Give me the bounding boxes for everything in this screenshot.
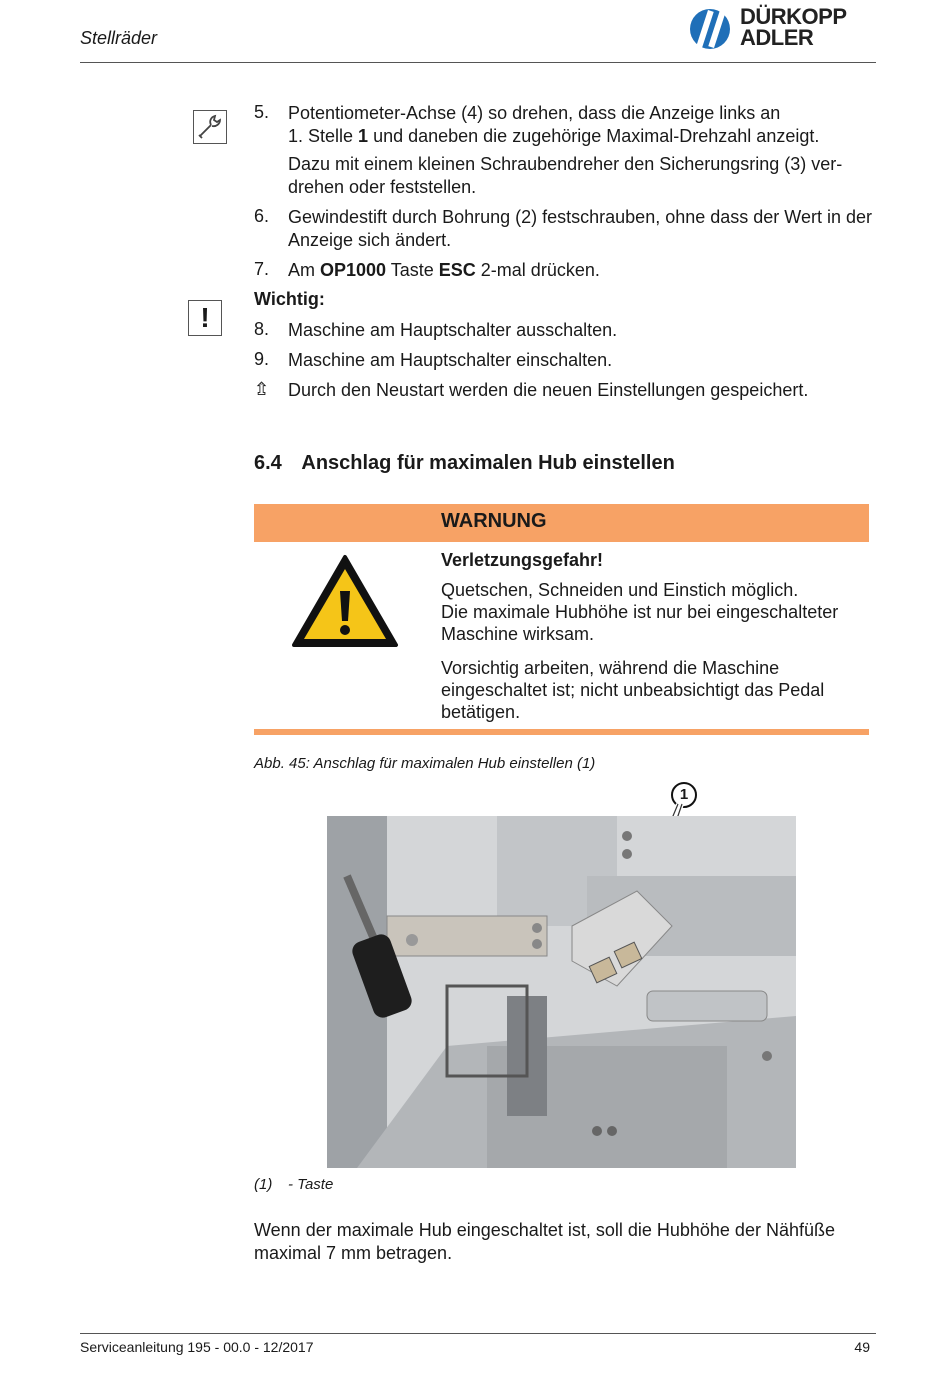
footer-rule xyxy=(80,1333,876,1334)
warning-line-1: Quetschen, Schneiden und Einstich möglich. xyxy=(441,580,799,600)
warning-bottom-bar xyxy=(254,729,869,735)
callout-marker: 1 xyxy=(671,782,697,808)
section-number: 6.4 xyxy=(254,452,282,474)
logo-mark-icon xyxy=(688,6,736,52)
step-7-pre: Am xyxy=(288,260,321,280)
step-number: 6. xyxy=(254,206,270,226)
section-heading xyxy=(254,452,675,475)
header-rule xyxy=(80,62,876,63)
step-text: Maschine am Hauptschalter einschalten. xyxy=(288,350,613,370)
step-number: 9. xyxy=(254,349,270,369)
step-7-bold-esc: ESC xyxy=(438,260,476,280)
logo-line-1: DÜRKOPP xyxy=(740,4,847,29)
warning-line-3: Vorsichtig arbeiten, während die Maschine eingeschaltet ist; nicht unbeabsichtigt das Pedal betätigen. xyxy=(441,658,825,722)
important-label: Wichtig: xyxy=(254,289,325,309)
warning-line-2: Die maximale Hubhöhe ist nur bei eingeschalteter Maschine wirksam. xyxy=(441,602,839,644)
step-5-line2-pre: 1. Stelle xyxy=(288,126,359,146)
result-text: Durch den Neustart werden die neuen Einstellungen gespeichert. xyxy=(288,380,809,400)
exclamation-icon: ! xyxy=(188,300,222,336)
warning-header-bar xyxy=(254,504,869,542)
step-7-bold-op1000: OP1000 xyxy=(320,260,387,280)
logo-line-2: ADLER xyxy=(740,25,814,50)
step-5-line1: Potentiometer-Achse (4) so drehen, dass die Anzeige links an xyxy=(288,103,781,123)
step-5-line2-bold: 1 xyxy=(358,126,369,146)
step-text xyxy=(288,259,878,282)
step-number: 7. xyxy=(254,259,270,279)
duerkopp-adler-logo xyxy=(688,6,870,54)
step-text: Gewindestift durch Bohrung (2) festschrauben, ohne dass der Wert in der Anzeige sich ändert. xyxy=(288,207,872,250)
step-5-subtext: Dazu mit einem kleinen Schraubendreher den Sicherungsring (3) ver-drehen oder feststellen. xyxy=(288,154,843,197)
wrench-icon xyxy=(193,110,227,144)
figure-legend-text: - Taste xyxy=(288,1176,334,1193)
step-text xyxy=(288,102,878,148)
step-text: Maschine am Hauptschalter ausschalten. xyxy=(288,320,618,340)
closing-paragraph: Wenn der maximale Hub eingeschaltet ist, soll die Hubhöhe der Nähfüße maximal 7 mm betragen. xyxy=(254,1220,835,1263)
result-arrow-icon: ⇬ xyxy=(254,379,270,399)
section-title: Anschlag für maximalen Hub einstellen xyxy=(301,452,675,474)
step-number: 8. xyxy=(254,319,270,339)
warning-title: WARNUNG xyxy=(441,510,547,532)
step-7-mid: Taste xyxy=(386,260,439,280)
warning-danger: Verletzungsgefahr! xyxy=(441,550,604,570)
machine-photo xyxy=(327,816,796,1168)
footer-document-id: Serviceanleitung 195 - 00.0 - 12/2017 xyxy=(80,1339,314,1355)
step-5-line2-post: und daneben die zugehörige Maximal-Drehzahl anzeigt. xyxy=(368,126,820,146)
step-number: 5. xyxy=(254,102,270,122)
warning-triangle-icon xyxy=(290,553,400,649)
page-header-title: Stellräder xyxy=(80,28,158,48)
figure-caption: Abb. 45: Anschlag für maximalen Hub einstellen (1) xyxy=(254,755,596,772)
step-7-post: 2-mal drücken. xyxy=(475,260,600,280)
footer-page-number: 49 xyxy=(854,1339,870,1355)
figure-legend-number: (1) xyxy=(254,1176,273,1193)
